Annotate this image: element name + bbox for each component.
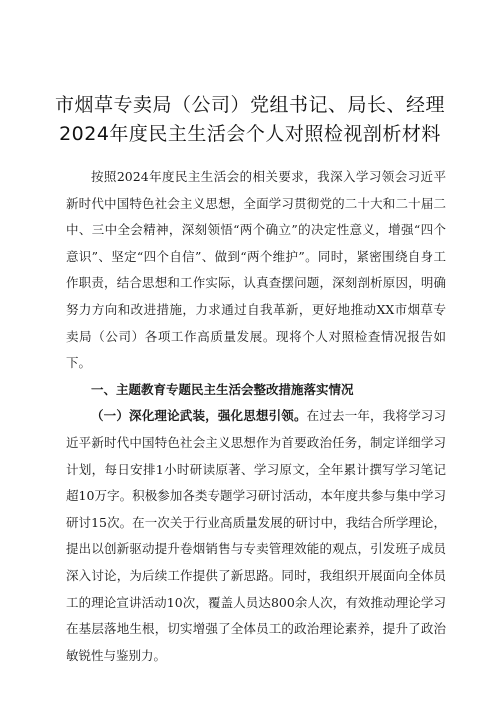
document-title-line1: 市烟草专卖局（公司）党组书记、局长、经理 — [54, 94, 445, 116]
document-body — [66, 164, 446, 669]
section-heading: 一、主题教育专题民主生活会整改措施落实情况 — [91, 381, 354, 397]
subsection-text: 在过去一年，我将学习习近平新时代中国特色社会主义思想作为首要政治任务，制定详细学习计划，每日安排1小时研读原著、学习原文，全年累计撰写学习笔记超10万字。积极参加各类专题学习研讨活动，本年度共参与集中学习研讨15次。在一次关于行业高质量发展的研讨中，我结合所学理论，提出以创新驱动提升卷烟销售与专卖管理效能的观点，引发班子成员深入讨论，为后续工作提供了新思路。同时，我组织开展面向全体员工的理论宣讲活动10次，覆盖人员达800余人次，有效推动理论学习在基层落地生根，切实增强了全体员工的政治理论素养，提升了政治敏锐性与鉴别力。 — [66, 408, 446, 663]
subsection-heading: （一）深化理论武装，强化思想引领。 — [91, 408, 307, 424]
intro-paragraph: 按照2024年度民主生活会的相关要求，我深入学习领会习近平新时代中国特色社会主义思想，全面学习贯彻党的二十大和二十届二中、三中全会精神，深刻领悟“两个确立”的决定性意义，增强“四个意识”、坚定“四个自信”、做到“两个维护”。同时，紧密围绕自身工作职责，结合思想和工作实际，认真查摆问题，深刻剖析原因，明确努力方向和改进措施，力求通过自我革新，更好地推动XX市烟草专卖局（公司）各项工作高质量发展。现将个人对照检查情况报告如下。 — [66, 169, 446, 371]
subsection-paragraph — [66, 403, 446, 669]
document-title-line2: 2024年度民主生活会个人对照检视剖析材料 — [59, 123, 441, 145]
